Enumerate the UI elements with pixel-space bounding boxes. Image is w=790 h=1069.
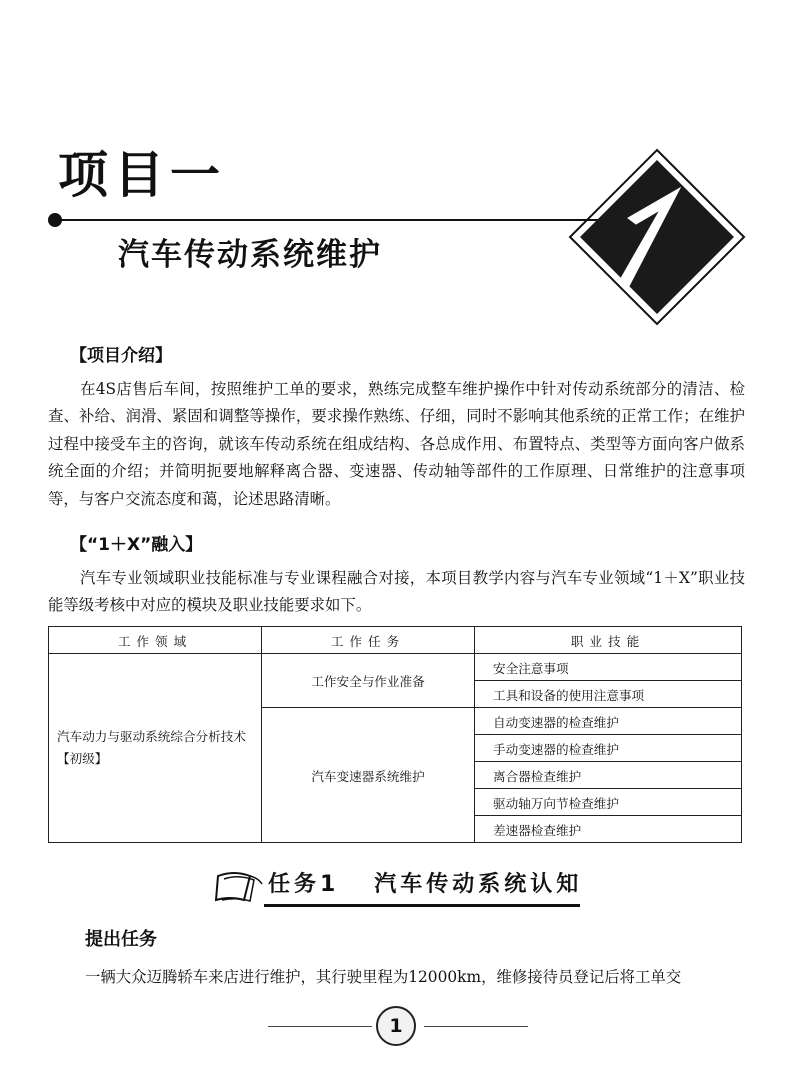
table-header-row xyxy=(49,627,742,654)
skill-cell: 工具和设备的使用注意事项 xyxy=(475,681,742,708)
x-integration-paragraph: 汽车专业领域职业技能标准与专业课程融合对接，本项目教学内容与汽车专业领域“1＋X”职业技能等级考核中对应的模块及职业技能要求如下。 xyxy=(48,569,745,615)
footer-line-right xyxy=(424,1026,528,1027)
intro-paragraph: 在4S店售后车间，按照维护工单的要求，熟练完成整车维护操作中针对传动系统部分的清洁、检查、补给、润滑、紧固和调整等操作，要求操作熟练、仔细，同时不影响其他系统的正常工作；在维护过程中接受车主的咨询，就该车传动系统在组成结构、各总成作用、布置特点、类型等方面向客户做系统全面的介绍；并简明扼要地解释离合器、变速器、传动轴等部件的工作原理、日常维护的注意事项等，与客户交流态度和蔼，论述思路清晰。 xyxy=(48,380,745,508)
task-title: 任务1 汽车传动系统认知 xyxy=(268,872,583,897)
ask-heading: 提出任务 xyxy=(85,929,157,950)
project-number-badge xyxy=(568,148,746,326)
footer-line-left xyxy=(268,1026,372,1027)
header-skill: 职业技能 xyxy=(475,627,742,654)
work-field-cell: 汽车动力与驱动系统综合分析技术【初级】 xyxy=(49,654,262,843)
title-rule xyxy=(55,219,600,221)
skill-cell: 驱动轴万向节检查维护 xyxy=(475,789,742,816)
header-work-field: 工作领域 xyxy=(49,627,262,654)
skill-cell: 离合器检查维护 xyxy=(475,762,742,789)
task-book-icon xyxy=(214,870,264,904)
skill-cell: 安全注意事项 xyxy=(475,654,742,681)
task-banner xyxy=(214,866,584,908)
task-underline xyxy=(264,904,580,907)
work-task-cell: 工作安全与作业准备 xyxy=(262,654,475,708)
ask-paragraph: 一辆大众迈腾轿车来店进行维护，其行驶里程为12000km，维修接待员登记后将工单交 xyxy=(85,968,682,986)
project-title: 项目一 xyxy=(58,146,226,204)
skill-cell: 差速器检查维护 xyxy=(475,816,742,843)
header-work-task: 工作任务 xyxy=(262,627,475,654)
project-subtitle: 汽车传动系统维护 xyxy=(118,237,382,273)
work-task-cell: 汽车变速器系统维护 xyxy=(262,708,475,843)
table-row xyxy=(49,654,742,681)
x-integration-heading: 【“1＋X”融入】 xyxy=(70,535,203,555)
intro-heading: 【项目介绍】 xyxy=(70,346,172,366)
skill-cell: 自动变速器的检查维护 xyxy=(475,708,742,735)
page-number: 1 xyxy=(389,1015,403,1037)
skill-cell: 手动变速器的检查维护 xyxy=(475,735,742,762)
skills-table xyxy=(48,626,742,843)
